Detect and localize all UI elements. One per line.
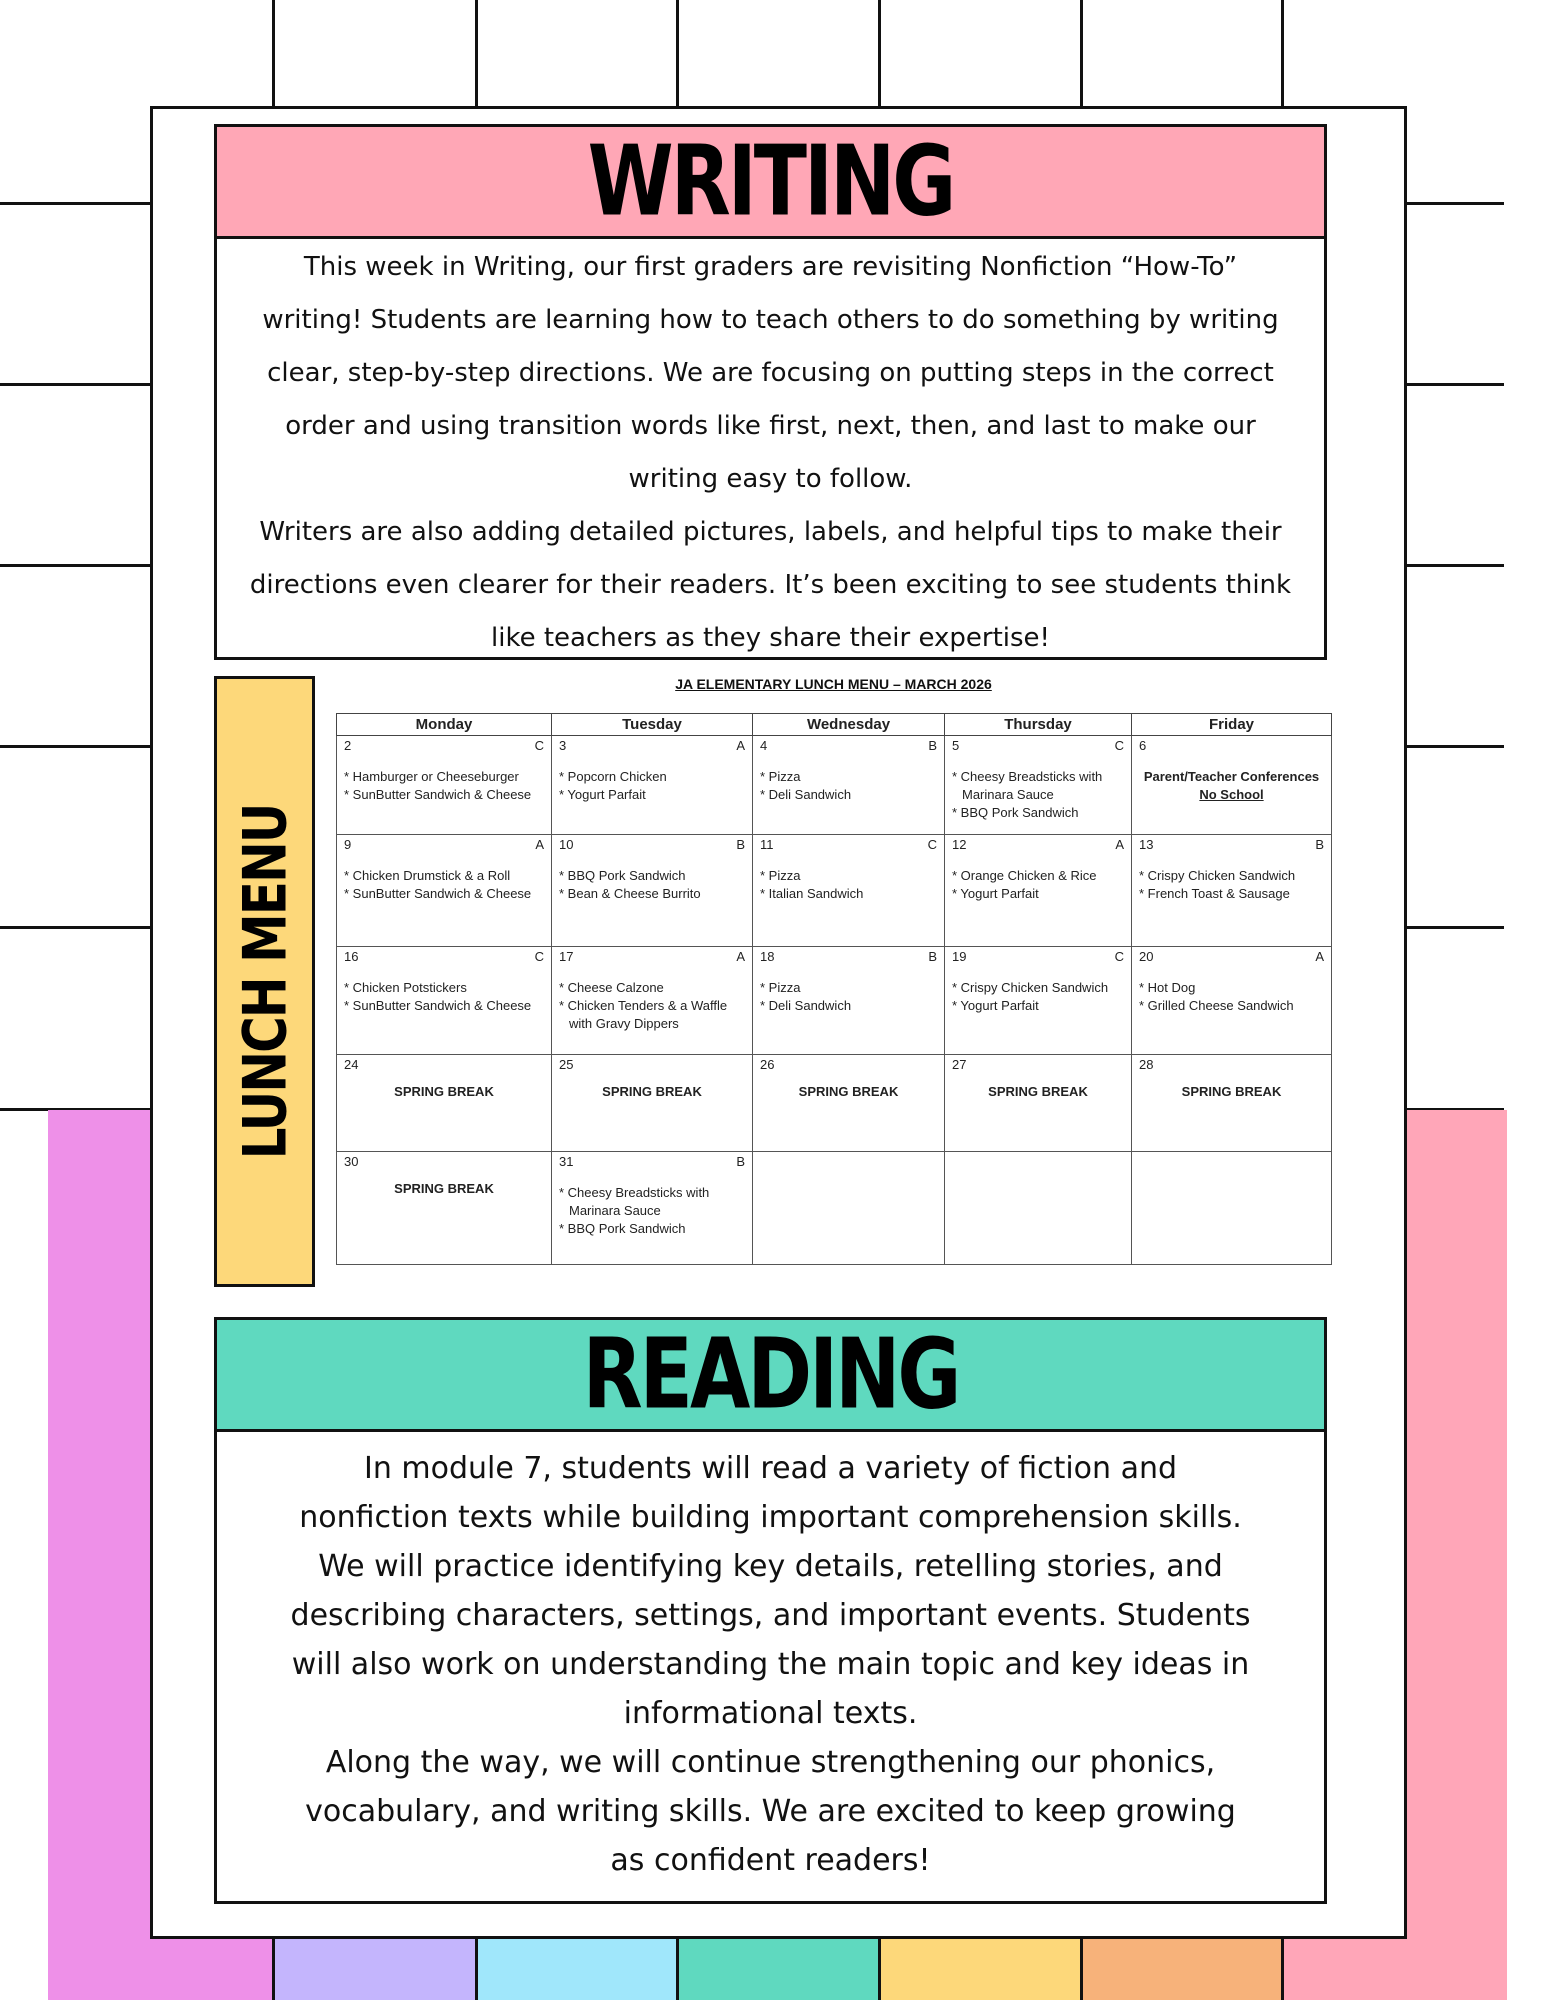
menu-item: * Cheesy Breadsticks with Marinara Sauce: [952, 769, 1103, 802]
menu-item: * Cheesy Breadsticks with Marinara Sauce: [559, 1185, 710, 1218]
reading-title: READING: [582, 1318, 959, 1431]
grid-line: [1281, 1936, 1284, 2000]
lunch-menu-title: JA ELEMENTARY LUNCH MENU – MARCH 2026: [675, 676, 992, 692]
bottom-stripe: [275, 1936, 475, 2000]
grid-line: [1404, 383, 1504, 386]
menu-code: C: [927, 837, 937, 852]
menu-day-cell: [753, 736, 945, 835]
day-number: 19: [952, 949, 967, 964]
reading-body: [217, 1432, 1324, 1885]
menu-day-cell: [945, 947, 1132, 1055]
writing-text-line: writing! Students are learning how to teach others to do something by writing: [262, 305, 1279, 335]
day-number: 6: [1139, 738, 1147, 753]
bottom-stripe: [881, 1936, 1080, 2000]
menu-day-cell: [552, 947, 753, 1055]
day-header-wednesday: Wednesday: [753, 714, 945, 736]
lunch-menu-label-panel: [214, 676, 315, 1287]
menu-code: B: [736, 1154, 745, 1169]
menu-item: * Deli Sandwich: [760, 998, 852, 1013]
menu-item: * Deli Sandwich: [760, 787, 852, 802]
menu-day-cell: [753, 1055, 945, 1152]
menu-item: * Crispy Chicken Sandwich: [1139, 868, 1296, 883]
reading-section: [214, 1317, 1327, 1904]
menu-item: * Chicken Drumstick & a Roll: [344, 868, 511, 883]
menu-day-cell: [552, 736, 753, 835]
menu-items: [1139, 867, 1324, 903]
menu-items: [344, 768, 544, 804]
menu-day-cell: [337, 947, 552, 1055]
day-number: 20: [1139, 949, 1154, 964]
special-text: SPRING BREAK: [1181, 1084, 1282, 1099]
day-number: 5: [952, 738, 960, 753]
menu-items: [559, 867, 745, 903]
special-note: [559, 1083, 745, 1101]
menu-day-cell: [1132, 1152, 1332, 1265]
special-note: [344, 1083, 544, 1101]
menu-day-cell: [337, 835, 552, 947]
menu-day-cell: [945, 835, 1132, 947]
grid-line: [475, 1936, 478, 2000]
reading-text-line: In module 7, students will read a variety of fiction and: [363, 1451, 1178, 1486]
writing-text-line: This week in Writing, our first graders are revisiting Nonfiction “How-To”: [303, 252, 1238, 282]
menu-item: * Yogurt Parfait: [559, 787, 646, 802]
writing-section: [214, 124, 1327, 660]
grid-line: [0, 564, 150, 567]
menu-item: * Yogurt Parfait: [952, 886, 1039, 901]
menu-day-cell: [1132, 947, 1332, 1055]
menu-day-cell: [945, 736, 1132, 835]
menu-items: [952, 768, 1124, 822]
day-number: 12: [952, 837, 967, 852]
day-number: 25: [559, 1057, 574, 1072]
menu-day-cell: [337, 736, 552, 835]
menu-day-cell: [1132, 1055, 1332, 1152]
menu-item: * Popcorn Chicken: [559, 769, 667, 784]
menu-items: [952, 867, 1124, 903]
menu-item: * French Toast & Sausage: [1139, 886, 1290, 901]
menu-item: * Pizza: [760, 868, 801, 883]
menu-day-cell: [552, 835, 753, 947]
reading-text-line: We will practice identifying key details, retelling stories, and: [318, 1549, 1223, 1584]
day-number: 16: [344, 949, 359, 964]
writing-text-line: like teachers as they share their expertise!: [491, 623, 1050, 653]
special-note: [1139, 768, 1324, 804]
menu-item: * BBQ Pork Sandwich: [559, 1221, 686, 1236]
bottom-stripe: [679, 1936, 878, 2000]
menu-code: B: [1315, 837, 1324, 852]
menu-code: C: [1114, 738, 1124, 753]
menu-item: * BBQ Pork Sandwich: [559, 868, 686, 883]
menu-code: A: [736, 949, 745, 964]
writing-text-line: writing easy to follow.: [628, 464, 913, 494]
menu-code: A: [1315, 949, 1324, 964]
special-text: Parent/Teacher Conferences: [1143, 769, 1320, 784]
day-number: 26: [760, 1057, 775, 1072]
special-text: SPRING BREAK: [798, 1084, 899, 1099]
day-number: 9: [344, 837, 352, 852]
menu-items: [760, 979, 937, 1015]
lunch-menu-label: LUNCH MENU: [229, 804, 300, 1159]
menu-item: * Bean & Cheese Burrito: [559, 886, 701, 901]
grid-line: [0, 926, 150, 929]
special-note: [760, 1083, 937, 1101]
menu-day-cell: [753, 1152, 945, 1265]
menu-items: [1139, 979, 1324, 1015]
grid-line: [1080, 1936, 1083, 2000]
day-number: 13: [1139, 837, 1154, 852]
menu-item: * SunButter Sandwich & Cheese: [344, 787, 532, 802]
reading-text-line: as confident readers!: [610, 1843, 931, 1878]
writing-text-line: order and using transition words like first, next, then, and last to make our: [285, 411, 1256, 441]
day-number: 24: [344, 1057, 359, 1072]
menu-items: [760, 867, 937, 903]
menu-week-row: [337, 947, 1332, 1055]
special-subnote: No School: [1199, 787, 1264, 802]
day-number: 18: [760, 949, 775, 964]
reading-header: [217, 1320, 1324, 1432]
special-note: [1139, 1083, 1324, 1101]
grid-line: [676, 1936, 679, 2000]
day-number: 4: [760, 738, 768, 753]
reading-text-line: informational texts.: [623, 1696, 918, 1731]
menu-day-cell: [753, 947, 945, 1055]
menu-item: * Italian Sandwich: [760, 886, 864, 901]
grid-line: [0, 745, 150, 748]
reading-text-line: nonfiction texts while building important comprehension skills.: [299, 1500, 1242, 1535]
writing-header: [217, 127, 1324, 239]
menu-items: [952, 979, 1124, 1015]
menu-item: * BBQ Pork Sandwich: [952, 805, 1079, 820]
special-note: [952, 1083, 1124, 1101]
menu-items: [344, 867, 544, 903]
menu-items: [760, 768, 937, 804]
reading-text-line: Along the way, we will continue strengthening our phonics,: [325, 1745, 1216, 1780]
special-text: SPRING BREAK: [394, 1181, 494, 1196]
menu-day-cell: [552, 1152, 753, 1265]
day-number: 11: [760, 837, 774, 852]
menu-day-cell: [945, 1055, 1132, 1152]
menu-week-row: [337, 736, 1332, 835]
grid-line: [272, 1936, 275, 2000]
menu-code: B: [928, 949, 937, 964]
menu-week-row: [337, 1152, 1332, 1265]
menu-day-cell: [1132, 736, 1332, 835]
menu-item: * Pizza: [760, 769, 801, 784]
grid-line: [1404, 564, 1504, 567]
day-number: 10: [559, 837, 574, 852]
writing-body: [217, 239, 1324, 665]
menu-day-cell: [753, 835, 945, 947]
menu-day-cell: [945, 1152, 1132, 1265]
bottom-stripe: [478, 1936, 676, 2000]
menu-day-cell: [337, 1055, 552, 1152]
writing-text-line: directions even clearer for their readers. It’s been exciting to see students think: [249, 570, 1292, 600]
special-text: SPRING BREAK: [394, 1084, 494, 1099]
menu-item: * Orange Chicken & Rice: [952, 868, 1097, 883]
reading-text-line: vocabulary, and writing skills. We are excited to keep growing: [305, 1794, 1236, 1829]
grid-line: [0, 202, 150, 205]
lunch-menu-table: [336, 713, 1332, 1265]
menu-week-row: [337, 1055, 1332, 1152]
menu-item: * SunButter Sandwich & Cheese: [344, 886, 532, 901]
menu-item: * Hot Dog: [1139, 980, 1196, 995]
menu-code: A: [736, 738, 745, 753]
menu-code: A: [535, 837, 544, 852]
writing-title: WRITING: [587, 125, 954, 238]
grid-line: [1404, 745, 1504, 748]
menu-code: C: [1114, 949, 1124, 964]
menu-day-cell: [1132, 835, 1332, 947]
day-header-tuesday: Tuesday: [552, 714, 753, 736]
menu-items: [559, 979, 745, 1033]
day-header-thursday: Thursday: [945, 714, 1132, 736]
menu-item: * Grilled Cheese Sandwich: [1139, 998, 1294, 1013]
special-note: [344, 1180, 544, 1198]
menu-code: B: [928, 738, 937, 753]
menu-items: [344, 979, 544, 1015]
grid-line: [1404, 926, 1504, 929]
day-number: 28: [1139, 1057, 1154, 1072]
day-number: 17: [559, 949, 574, 964]
menu-item: * Cheese Calzone: [559, 980, 664, 995]
menu-item: * Crispy Chicken Sandwich: [952, 980, 1109, 995]
day-header-friday: Friday: [1132, 714, 1332, 736]
menu-item: * Chicken Tenders & a Waffle with Gravy Dippers: [559, 998, 728, 1031]
reading-text-line: will also work on understanding the main topic and key ideas in: [291, 1647, 1250, 1682]
grid-line: [0, 383, 150, 386]
grid-line: [878, 1936, 881, 2000]
menu-item: * SunButter Sandwich & Cheese: [344, 998, 532, 1013]
menu-code: B: [736, 837, 745, 852]
day-number: 31: [559, 1154, 574, 1169]
menu-items: [559, 1184, 745, 1238]
menu-items: [559, 768, 745, 804]
menu-item: * Hamburger or Cheeseburger: [344, 769, 519, 784]
writing-text-line: clear, step-by-step directions. We are focusing on putting steps in the correct: [267, 358, 1274, 388]
bottom-stripe: [1083, 1936, 1281, 2000]
day-number: 30: [344, 1154, 359, 1169]
day-header-monday: Monday: [337, 714, 552, 736]
menu-code: C: [534, 738, 544, 753]
menu-item: * Yogurt Parfait: [952, 998, 1039, 1013]
menu-day-cell: [337, 1152, 552, 1265]
day-number: 3: [559, 738, 567, 753]
menu-code: C: [534, 949, 544, 964]
reading-text-line: describing characters, settings, and important events. Students: [290, 1598, 1251, 1633]
menu-day-cell: [552, 1055, 753, 1152]
special-text: SPRING BREAK: [988, 1084, 1088, 1099]
writing-text-line: Writers are also adding detailed pictures, labels, and helpful tips to make their: [259, 517, 1282, 547]
day-number: 2: [344, 738, 352, 753]
menu-item: * Chicken Potstickers: [344, 980, 467, 995]
menu-item: * Pizza: [760, 980, 801, 995]
menu-week-row: [337, 835, 1332, 947]
grid-line: [1404, 202, 1504, 205]
special-text: SPRING BREAK: [602, 1084, 702, 1099]
menu-code: A: [1115, 837, 1124, 852]
day-number: 27: [952, 1057, 967, 1072]
